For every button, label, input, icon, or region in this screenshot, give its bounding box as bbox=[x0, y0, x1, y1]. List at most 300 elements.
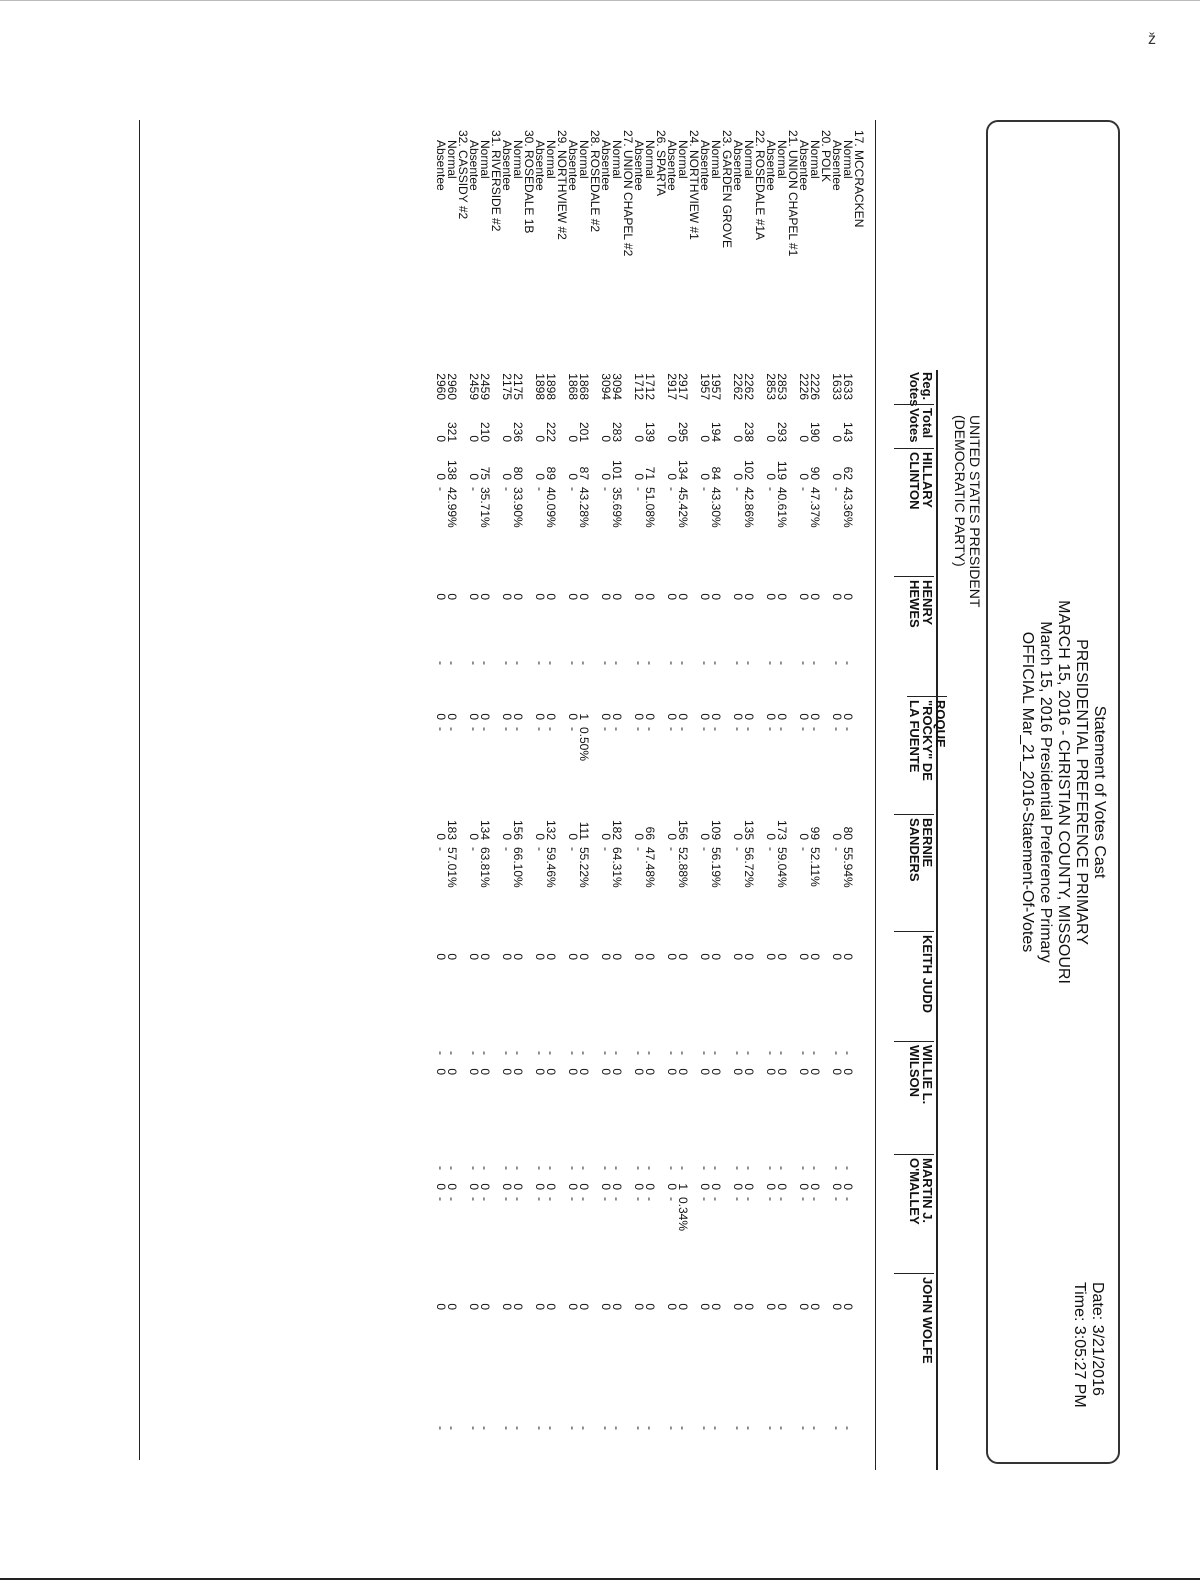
cell-sanders: 132 bbox=[544, 819, 558, 840]
cell-clinton-pct: - bbox=[599, 487, 613, 491]
cell-judd: 0 bbox=[500, 953, 514, 960]
cell-wilson-pct: - bbox=[742, 1166, 756, 1170]
absentee-row bbox=[534, 130, 545, 1460]
cell-sanders: 135 bbox=[742, 819, 756, 840]
normal-row bbox=[842, 130, 853, 1460]
cell-wilson: 0 bbox=[500, 1068, 514, 1075]
cell-judd: 0 bbox=[742, 953, 756, 960]
cell-wilson-pct: - bbox=[665, 1166, 679, 1170]
cell-judd-pct: - bbox=[566, 1051, 580, 1055]
cell-judd-pct: - bbox=[764, 1051, 778, 1055]
cell-hewes: 0 bbox=[434, 593, 448, 600]
cell-reg: 2853 bbox=[775, 373, 789, 400]
cell-clinton-pct: - bbox=[632, 487, 646, 491]
cell-sanders-pct: 52.88% bbox=[676, 847, 690, 888]
precinct-row bbox=[787, 130, 798, 1460]
cell-wolfe-pct: - bbox=[665, 1426, 679, 1430]
report-title-line: March 15, 2016 Presidential Preference Primary bbox=[1037, 621, 1054, 963]
column-divider bbox=[894, 448, 934, 449]
precinct-name: 22. ROSEDALE #1A bbox=[753, 130, 767, 241]
cell-total: 143 bbox=[841, 421, 855, 442]
cell-sanders: 0 bbox=[500, 833, 514, 840]
cell-hewes-pct: - bbox=[742, 661, 756, 665]
cell-reg: 2262 bbox=[731, 373, 745, 400]
column-header-text: O'MALLEY bbox=[907, 1158, 922, 1225]
cell-delaf: 0 bbox=[698, 713, 712, 720]
cell-judd: 0 bbox=[467, 953, 481, 960]
cell-omalley: 1 bbox=[676, 1183, 690, 1190]
column-header-text: HENRY bbox=[920, 580, 935, 626]
cell-total: 0 bbox=[533, 435, 547, 442]
normal-row bbox=[776, 130, 787, 1460]
cell-wolfe: 0 bbox=[445, 1303, 459, 1310]
cell-reg: 2226 bbox=[808, 373, 822, 400]
cell-delaf: 0 bbox=[632, 713, 646, 720]
cell-clinton-pct: - bbox=[467, 487, 481, 491]
precinct-name: 31. RIVERSIDE #2 bbox=[489, 130, 503, 232]
cell-clinton: 71 bbox=[643, 466, 657, 480]
cell-wilson: 0 bbox=[731, 1068, 745, 1075]
cell-omalley-pct: 0.34% bbox=[676, 1197, 690, 1232]
precinct-name: 26. SPARTA bbox=[654, 130, 668, 197]
cell-wolfe-pct: - bbox=[467, 1426, 481, 1430]
cell-judd: 0 bbox=[698, 953, 712, 960]
cell-judd-pct: - bbox=[467, 1051, 481, 1055]
cell-wolfe-pct: - bbox=[731, 1426, 745, 1430]
cell-delaf-pct: - bbox=[808, 727, 822, 731]
cell-wolfe-pct: - bbox=[632, 1426, 646, 1430]
cell-wolfe-pct: - bbox=[742, 1426, 756, 1430]
precinct-name: 30. ROSEDALE 1B bbox=[522, 130, 536, 234]
cell-reg: 2960 bbox=[434, 373, 448, 400]
cell-wilson: 0 bbox=[599, 1068, 613, 1075]
cell-omalley: 0 bbox=[797, 1183, 811, 1190]
cell-hewes: 0 bbox=[467, 593, 481, 600]
cell-wolfe: 0 bbox=[643, 1303, 657, 1310]
cell-wilson-pct: - bbox=[577, 1166, 591, 1170]
absentee-row bbox=[435, 130, 446, 1460]
cell-hewes: 0 bbox=[610, 593, 624, 600]
cell-clinton-pct: 42.86% bbox=[742, 487, 756, 528]
cell-sanders-pct: - bbox=[500, 847, 514, 851]
cell-omalley-pct: - bbox=[797, 1197, 811, 1201]
absentee-row bbox=[699, 130, 710, 1460]
cell-sanders: 0 bbox=[467, 833, 481, 840]
cell-judd-pct: - bbox=[500, 1051, 514, 1055]
report-time: Time: 3:05:27 PM bbox=[1071, 1282, 1088, 1408]
cell-judd: 0 bbox=[808, 953, 822, 960]
cell-wolfe: 0 bbox=[797, 1303, 811, 1310]
cell-clinton-pct: 51.08% bbox=[643, 487, 657, 528]
cell-clinton: 0 bbox=[698, 473, 712, 480]
cell-hewes: 0 bbox=[797, 593, 811, 600]
column-header-text: MARTIN J. bbox=[920, 1158, 935, 1223]
cell-sanders-pct: - bbox=[599, 847, 613, 851]
vote-type-label: Normal bbox=[808, 140, 822, 179]
cell-wolfe: 0 bbox=[841, 1303, 855, 1310]
cell-clinton: 89 bbox=[544, 466, 558, 480]
cell-wilson: 0 bbox=[775, 1068, 789, 1075]
cell-wilson: 0 bbox=[698, 1068, 712, 1075]
cell-delaf-pct: - bbox=[830, 727, 844, 731]
cell-wolfe: 0 bbox=[665, 1303, 679, 1310]
cell-clinton-pct: - bbox=[500, 487, 514, 491]
cell-sanders-pct: 59.46% bbox=[544, 847, 558, 888]
cell-judd-pct: - bbox=[698, 1051, 712, 1055]
cell-wolfe-pct: - bbox=[830, 1426, 844, 1430]
cell-delaf-pct: - bbox=[643, 727, 657, 731]
cell-omalley: 0 bbox=[764, 1183, 778, 1190]
absentee-row bbox=[468, 130, 479, 1460]
column-header bbox=[921, 935, 934, 1013]
cell-omalley: 0 bbox=[445, 1183, 459, 1190]
cell-omalley-pct: - bbox=[742, 1197, 756, 1201]
vote-type-label: Absentee bbox=[434, 140, 448, 191]
cell-wolfe-pct: - bbox=[445, 1426, 459, 1430]
vote-type-label: Absentee bbox=[731, 140, 745, 191]
cell-sanders: 134 bbox=[478, 819, 492, 840]
cell-delaf: 0 bbox=[841, 713, 855, 720]
cell-wolfe: 0 bbox=[610, 1303, 624, 1310]
vote-type-label: Normal bbox=[709, 140, 723, 179]
precinct-row bbox=[853, 130, 864, 1460]
cell-omalley: 0 bbox=[610, 1183, 624, 1190]
cell-judd: 0 bbox=[511, 953, 525, 960]
cell-reg: 2917 bbox=[665, 373, 679, 400]
cell-hewes: 0 bbox=[775, 593, 789, 600]
cell-sanders-pct: - bbox=[830, 847, 844, 851]
cell-total: 321 bbox=[445, 421, 459, 442]
cell-sanders: 183 bbox=[445, 819, 459, 840]
column-divider bbox=[894, 814, 934, 815]
cell-delaf-pct: - bbox=[698, 727, 712, 731]
cell-judd-pct: - bbox=[742, 1051, 756, 1055]
cell-hewes-pct: - bbox=[764, 661, 778, 665]
column-header bbox=[908, 1045, 934, 1104]
cell-delaf-pct: - bbox=[610, 727, 624, 731]
cell-reg: 1633 bbox=[841, 373, 855, 400]
cell-wolfe: 0 bbox=[577, 1303, 591, 1310]
vote-type-label: Normal bbox=[742, 140, 756, 179]
cell-omalley-pct: - bbox=[500, 1197, 514, 1201]
cell-wolfe-pct: - bbox=[764, 1426, 778, 1430]
cell-delaf: 0 bbox=[599, 713, 613, 720]
cell-delaf-pct: - bbox=[467, 727, 481, 731]
cell-wolfe: 0 bbox=[742, 1303, 756, 1310]
cell-hewes-pct: - bbox=[599, 661, 613, 665]
report-datetime bbox=[1070, 1282, 1106, 1408]
cell-wilson-pct: - bbox=[533, 1166, 547, 1170]
cell-clinton: 90 bbox=[808, 466, 822, 480]
cell-omalley-pct: - bbox=[830, 1197, 844, 1201]
cell-clinton-pct: 42.99% bbox=[445, 487, 459, 528]
cell-judd-pct: - bbox=[632, 1051, 646, 1055]
cell-sanders: 173 bbox=[775, 819, 789, 840]
vote-type-label: Absentee bbox=[566, 140, 580, 191]
cell-sanders: 111 bbox=[577, 821, 591, 840]
cell-hewes: 0 bbox=[632, 593, 646, 600]
cell-judd: 0 bbox=[797, 953, 811, 960]
cell-reg: 2960 bbox=[445, 373, 459, 400]
contest-party: (DEMOCRATIC PARTY) bbox=[952, 415, 968, 567]
vote-type-label: Absentee bbox=[599, 140, 613, 191]
cell-delaf-pct: - bbox=[445, 727, 459, 731]
column-header bbox=[908, 372, 934, 406]
contest-title bbox=[952, 415, 982, 607]
table-bottom-rule bbox=[139, 120, 140, 1460]
column-header bbox=[908, 408, 934, 442]
cell-wilson: 0 bbox=[632, 1068, 646, 1075]
cell-total: 194 bbox=[709, 421, 723, 442]
cell-hewes: 0 bbox=[511, 593, 525, 600]
cell-hewes: 0 bbox=[599, 593, 613, 600]
cell-total: 236 bbox=[511, 421, 525, 442]
cell-wilson-pct: - bbox=[830, 1166, 844, 1170]
report-title-line: PRESIDENTIAL PREFERENCE PRIMARY bbox=[1073, 639, 1090, 945]
absentee-row bbox=[600, 130, 611, 1460]
report-title-line: MARCH 15, 2016 - CHRISTIAN COUNTY, MISSOURI bbox=[1055, 600, 1072, 984]
cell-wilson: 0 bbox=[566, 1068, 580, 1075]
cell-sanders: 0 bbox=[764, 833, 778, 840]
cell-wolfe-pct: - bbox=[500, 1426, 514, 1430]
cell-omalley-pct: - bbox=[665, 1197, 679, 1201]
cell-wolfe: 0 bbox=[434, 1303, 448, 1310]
cell-sanders: 0 bbox=[665, 833, 679, 840]
report-title-block bbox=[1018, 122, 1108, 1462]
cell-omalley: 0 bbox=[643, 1183, 657, 1190]
cell-wolfe-pct: - bbox=[599, 1426, 613, 1430]
cell-omalley: 0 bbox=[599, 1183, 613, 1190]
cell-reg: 1957 bbox=[709, 373, 723, 400]
cell-sanders: 80 bbox=[841, 826, 855, 840]
column-header-text: Reg. bbox=[920, 372, 935, 401]
column-header bbox=[908, 1158, 934, 1225]
cell-wilson: 0 bbox=[676, 1068, 690, 1075]
cell-sanders-pct: 56.72% bbox=[742, 847, 756, 888]
cell-judd-pct: - bbox=[709, 1051, 723, 1055]
cell-judd-pct: - bbox=[665, 1051, 679, 1055]
cell-omalley-pct: - bbox=[808, 1197, 822, 1201]
cell-wolfe: 0 bbox=[533, 1303, 547, 1310]
cell-delaf-pct: - bbox=[764, 727, 778, 731]
cell-wilson: 0 bbox=[808, 1068, 822, 1075]
cell-judd: 0 bbox=[676, 953, 690, 960]
cell-hewes-pct: - bbox=[533, 661, 547, 665]
cell-wolfe-pct: - bbox=[808, 1426, 822, 1430]
cell-judd-pct: - bbox=[775, 1051, 789, 1055]
cell-wilson: 0 bbox=[478, 1068, 492, 1075]
cell-total: 201 bbox=[577, 421, 591, 442]
cell-delaf: 0 bbox=[500, 713, 514, 720]
cell-sanders-pct: 55.94% bbox=[841, 847, 855, 888]
cell-wilson-pct: - bbox=[478, 1166, 492, 1170]
cell-delaf: 0 bbox=[797, 713, 811, 720]
cell-wilson-pct: - bbox=[511, 1166, 525, 1170]
vote-type-label: Normal bbox=[676, 140, 690, 179]
column-divider bbox=[894, 576, 934, 577]
cell-delaf-pct: - bbox=[566, 727, 580, 731]
cell-wolfe-pct: - bbox=[544, 1426, 558, 1430]
normal-row bbox=[677, 130, 688, 1460]
cell-hewes-pct: - bbox=[434, 661, 448, 665]
cell-clinton-pct: 45.42% bbox=[676, 487, 690, 528]
cell-hewes-pct: - bbox=[511, 661, 525, 665]
cell-sanders: 99 bbox=[808, 826, 822, 840]
cell-clinton: 0 bbox=[533, 473, 547, 480]
cell-reg: 2917 bbox=[676, 373, 690, 400]
cell-clinton: 87 bbox=[577, 466, 591, 480]
cell-hewes-pct: - bbox=[566, 661, 580, 665]
cell-sanders-pct: - bbox=[764, 847, 778, 851]
cell-total: 0 bbox=[500, 435, 514, 442]
column-divider bbox=[894, 1273, 934, 1274]
cell-delaf-pct: - bbox=[797, 727, 811, 731]
cell-sanders: 0 bbox=[698, 833, 712, 840]
normal-row bbox=[578, 130, 589, 1460]
cell-sanders-pct: 57.01% bbox=[445, 847, 459, 888]
cell-delaf: 0 bbox=[434, 713, 448, 720]
cell-hewes: 0 bbox=[478, 593, 492, 600]
cell-wolfe: 0 bbox=[478, 1303, 492, 1310]
cell-hewes: 0 bbox=[742, 593, 756, 600]
cell-omalley: 0 bbox=[511, 1183, 525, 1190]
cell-delaf: 1 bbox=[577, 713, 591, 720]
precinct-name: 29. NORTHVIEW #2 bbox=[555, 130, 569, 240]
cell-sanders-pct: - bbox=[434, 847, 448, 851]
absentee-row bbox=[831, 130, 842, 1460]
absentee-row bbox=[765, 130, 776, 1460]
cell-delaf-pct: - bbox=[599, 727, 613, 731]
normal-row bbox=[446, 130, 457, 1460]
cell-delaf: 0 bbox=[533, 713, 547, 720]
cell-judd: 0 bbox=[665, 953, 679, 960]
cell-total: 0 bbox=[467, 435, 481, 442]
cell-hewes: 0 bbox=[808, 593, 822, 600]
cell-omalley: 0 bbox=[566, 1183, 580, 1190]
report-title-line: Statement of Votes Cast bbox=[1091, 705, 1108, 879]
cell-hewes-pct: - bbox=[500, 661, 514, 665]
cell-hewes: 0 bbox=[764, 593, 778, 600]
cell-judd-pct: - bbox=[434, 1051, 448, 1055]
cell-delaf-pct: - bbox=[775, 727, 789, 731]
cell-sanders-pct: 52.11% bbox=[808, 847, 822, 887]
cell-sanders-pct: 47.48% bbox=[643, 847, 657, 888]
cell-hewes-pct: - bbox=[577, 661, 591, 665]
corner-mark: ž bbox=[1148, 31, 1156, 48]
precinct-name: 17. MCCRACKEN bbox=[852, 130, 866, 228]
column-header-text: WILLIE L. bbox=[920, 1045, 935, 1105]
report-title-line: OFFICIAL Mar_21_2016-Statement-Of-Votes bbox=[1019, 631, 1036, 953]
cell-total: 0 bbox=[764, 435, 778, 442]
normal-row bbox=[611, 130, 622, 1460]
cell-omalley-pct: - bbox=[566, 1197, 580, 1201]
cell-wilson-pct: - bbox=[797, 1166, 811, 1170]
cell-sanders: 0 bbox=[434, 833, 448, 840]
cell-omalley-pct: - bbox=[577, 1197, 591, 1201]
cell-hewes-pct: - bbox=[467, 661, 481, 665]
vote-type-label: Absentee bbox=[533, 140, 547, 191]
cell-omalley-pct: - bbox=[764, 1197, 778, 1201]
cell-sanders-pct: - bbox=[533, 847, 547, 851]
cell-omalley-pct: - bbox=[632, 1197, 646, 1201]
cell-total: 0 bbox=[797, 435, 811, 442]
cell-clinton-pct: - bbox=[731, 487, 745, 491]
cell-sanders-pct: 63.81% bbox=[478, 847, 492, 888]
precinct-row bbox=[754, 130, 765, 1460]
cell-wolfe: 0 bbox=[599, 1303, 613, 1310]
vote-type-label: Normal bbox=[577, 140, 591, 179]
cell-omalley-pct: - bbox=[445, 1197, 459, 1201]
normal-row bbox=[743, 130, 754, 1460]
cell-omalley: 0 bbox=[742, 1183, 756, 1190]
cell-clinton: 138 bbox=[445, 459, 459, 480]
cell-reg: 1712 bbox=[643, 373, 657, 400]
cell-omalley: 0 bbox=[775, 1183, 789, 1190]
cell-clinton: 0 bbox=[500, 473, 514, 480]
cell-hewes-pct: - bbox=[841, 661, 855, 665]
cell-wilson-pct: - bbox=[445, 1166, 459, 1170]
cell-judd-pct: - bbox=[544, 1051, 558, 1055]
column-divider bbox=[894, 931, 934, 932]
cell-hewes-pct: - bbox=[478, 661, 492, 665]
cell-omalley: 0 bbox=[665, 1183, 679, 1190]
column-header bbox=[908, 818, 934, 882]
precinct-name: 32. CASSIDY #2 bbox=[456, 130, 470, 220]
cell-hewes-pct: - bbox=[797, 661, 811, 665]
precinct-row bbox=[655, 130, 666, 1460]
cell-clinton-pct: - bbox=[566, 487, 580, 491]
cell-sanders: 0 bbox=[731, 833, 745, 840]
vote-type-label: Normal bbox=[511, 140, 525, 179]
cell-delaf-pct: - bbox=[709, 727, 723, 731]
column-header bbox=[908, 700, 947, 781]
cell-hewes-pct: - bbox=[676, 661, 690, 665]
normal-row bbox=[479, 130, 490, 1460]
cell-omalley-pct: - bbox=[434, 1197, 448, 1201]
cell-delaf-pct: - bbox=[434, 727, 448, 731]
precinct-row bbox=[589, 130, 600, 1460]
cell-judd: 0 bbox=[830, 953, 844, 960]
cell-sanders-pct: 56.19% bbox=[709, 847, 723, 888]
cell-omalley: 0 bbox=[698, 1183, 712, 1190]
cell-sanders: 156 bbox=[676, 819, 690, 840]
cell-clinton: 119 bbox=[775, 460, 789, 480]
cell-judd-pct: - bbox=[511, 1051, 525, 1055]
cell-wolfe-pct: - bbox=[610, 1426, 624, 1430]
cell-wolfe-pct: - bbox=[841, 1426, 855, 1430]
cell-wilson: 0 bbox=[742, 1068, 756, 1075]
cell-total: 0 bbox=[731, 435, 745, 442]
cell-omalley-pct: - bbox=[544, 1197, 558, 1201]
cell-clinton: 0 bbox=[467, 473, 481, 480]
cell-omalley: 0 bbox=[731, 1183, 745, 1190]
cell-wolfe-pct: - bbox=[643, 1426, 657, 1430]
cell-total: 139 bbox=[643, 421, 657, 442]
cell-hewes: 0 bbox=[544, 593, 558, 600]
absentee-row bbox=[567, 130, 578, 1460]
cell-wolfe-pct: - bbox=[775, 1426, 789, 1430]
cell-clinton-pct: 40.09% bbox=[544, 487, 558, 528]
precinct-row bbox=[523, 130, 534, 1460]
column-header bbox=[908, 580, 934, 628]
vote-type-label: Absentee bbox=[764, 140, 778, 191]
cell-clinton: 0 bbox=[566, 473, 580, 480]
precinct-name: 20. POLK bbox=[819, 130, 833, 183]
cell-delaf-pct: - bbox=[731, 727, 745, 731]
cell-wilson: 0 bbox=[665, 1068, 679, 1075]
cell-sanders-pct: - bbox=[731, 847, 745, 851]
cell-wilson: 0 bbox=[797, 1068, 811, 1075]
